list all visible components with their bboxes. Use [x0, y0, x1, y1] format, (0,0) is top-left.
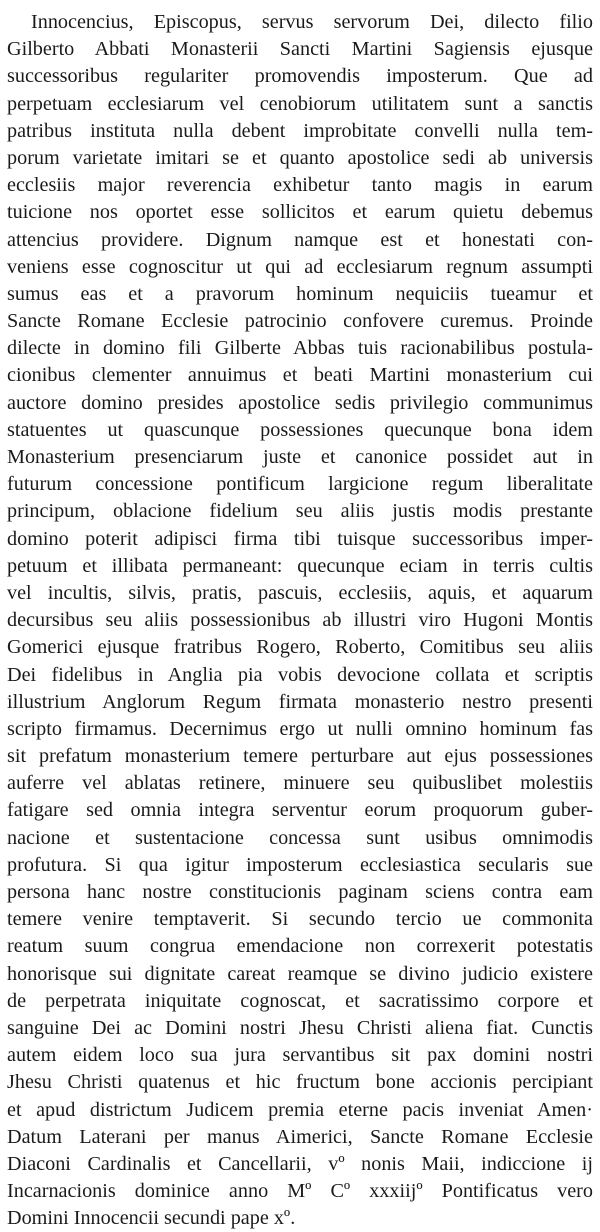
text-line: Domini Innocencii secundi pape xº.	[7, 1207, 296, 1230]
text-line: et apud districtum Judicem premia eterne pacis inveniat Amen·	[7, 1098, 593, 1121]
text-line: profutura. Si qua igitur imposterum ecclesiastica secularis sue	[7, 853, 593, 876]
text-line: successoribus regulariter promovendis imposterum. Que ad	[7, 65, 593, 88]
text-line: Jhesu Christi quatenus et hic fructum bone accionis percipiant	[7, 1071, 593, 1094]
text-line: Sancte Romane Ecclesie patrocinio confovere curemus. Proinde	[7, 310, 593, 333]
text-line: Gilberto Abbati Monasterii Sancti Martini Sagiensis ejusque	[7, 38, 593, 61]
text-line: attencius providere. Dignum namque est et honestati con-	[7, 228, 593, 251]
text-line: Dei fidelibus in Anglia pia vobis devocione collata et scriptis	[7, 663, 593, 686]
text-line: futurum concessione pontificum largicione regum liberalitate	[7, 473, 593, 496]
text-line: porum varietate imitari se et quanto apostolice sedi ab universis	[7, 146, 593, 169]
text-line: reatum suum congrua emendacione non correxerit potestatis	[7, 935, 593, 958]
text-line: dilecte in domino fili Gilberte Abbas tuis racionabilibus postula-	[7, 337, 593, 360]
charter-text	[7, 9, 593, 1232]
text-line: sit prefatum monasterium temere perturbare aut ejus possessiones	[7, 745, 593, 768]
text-line: illustrium Anglorum Regum firmata monasterio nestro presenti	[7, 690, 593, 713]
text-line: temere venire temptaverit. Si secundo tercio ue commonita	[7, 908, 593, 931]
text-line: petuum et illibata permaneant: quecunque eciam in terris cultis	[7, 554, 593, 577]
text-line: sanguine Dei ac Domini nostri Jhesu Christi aliena fiat. Cunctis	[7, 1016, 593, 1039]
text-line: statuentes ut quascunque possessiones quecunque bona idem	[7, 418, 593, 441]
text-line: auferre vel ablatas retinere, minuere seu quibuslibet molestiis	[7, 772, 593, 795]
text-line: tuicione nos oportet esse sollicitos et earum quietu debemus	[7, 201, 593, 224]
text-line: principum, oblacione fidelium seu aliis justis modis prestante	[7, 500, 593, 523]
text-line: Gomerici ejusque fratribus Rogero, Roberto, Comitibus seu aliis	[7, 636, 593, 659]
text-line: patribus instituta nulla debent improbitate convelli nulla tem-	[7, 119, 593, 142]
text-line: auctore domino presides apostolice sedis privilegio communimus	[7, 391, 593, 414]
text-line: domino poterit adipisci firma tibi tuisque successoribus imper-	[7, 527, 593, 550]
text-line: sumus eas et a pravorum hominum nequiciis tueamur et	[7, 282, 593, 305]
text-line: veniens esse cognoscitur ut qui ad ecclesiarum regnum assumpti	[7, 255, 593, 278]
text-line: scripto firmamus. Decernimus ergo ut nulli omnino hominum fas	[7, 717, 593, 740]
text-line: perpetuam ecclesiarum vel cenobiorum utilitatem sunt a sanctis	[7, 92, 593, 115]
text-line: honorisque sui dignitate careat reamque se divino judicio existere	[7, 962, 593, 985]
text-line: Diaconi Cardinalis et Cancellarii, vº nonis Maii, indiccione ij	[7, 1152, 593, 1175]
text-line: autem eidem loco sua jura servantibus sit pax domini nostri	[7, 1044, 593, 1067]
text-line: vel incultis, silvis, pratis, pascuis, ecclesiis, aquis, et aquarum	[7, 581, 593, 604]
text-line: Incarnacionis dominice anno Mº Cº xxxiijº Pontificatus vero	[7, 1180, 593, 1203]
text-line: Datum Laterani per manus Aimerici, Sancte Romane Ecclesie	[7, 1125, 593, 1148]
text-line: decursibus seu aliis possessionibus ab illustri viro Hugoni Montis	[7, 609, 593, 632]
text-line: Innocencius, Episcopus, servus servorum Dei, dilecto filio	[31, 11, 593, 33]
text-line: cionibus clementer annuimus et beati Martini monasterium cui	[7, 364, 593, 387]
text-line: de perpetrata iniquitate cognoscat, et sacratissimo corpore et	[7, 989, 593, 1012]
text-line: persona hanc nostre constitucionis paginam sciens contra eam	[7, 881, 593, 903]
text-line: ecclesiis major reverencia exhibetur tanto magis in earum	[7, 174, 593, 197]
text-line: fatigare sed omnia integra serventur eorum proquorum guber-	[7, 799, 593, 822]
text-line: Monasterium presenciarum juste et canonice possidet aut in	[7, 446, 593, 468]
text-line: nacione et sustentacione concessa sunt usibus omnimodis	[7, 826, 593, 849]
